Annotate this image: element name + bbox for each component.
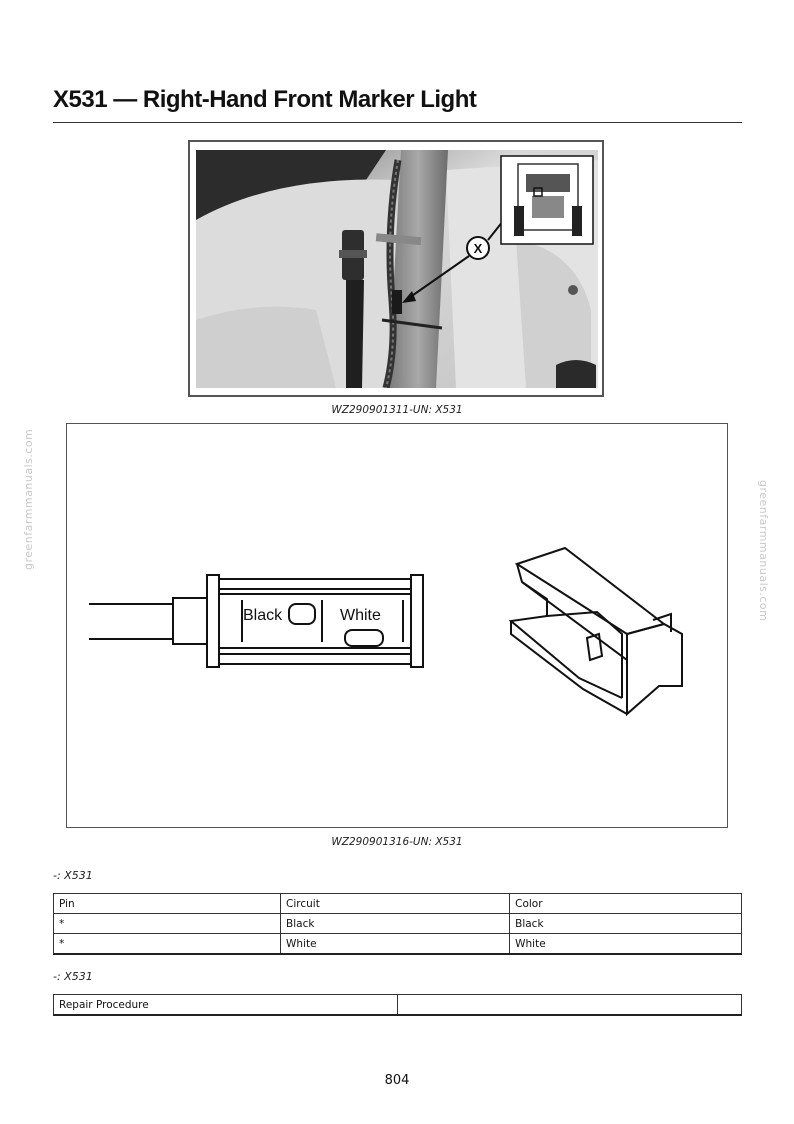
pin-label-black: Black xyxy=(243,607,283,624)
connector-illustration xyxy=(67,424,726,826)
cell-repair-procedure: Repair Procedure xyxy=(54,995,398,1016)
watermark-right: greenfarmmanuals.com xyxy=(757,480,770,622)
callout-x-label: X xyxy=(473,241,483,256)
cell-circuit: Black xyxy=(281,914,510,934)
table-header-row xyxy=(54,894,742,914)
pin-table-label: -: X531 xyxy=(53,869,93,882)
cell-pin: * xyxy=(54,914,281,934)
table-row xyxy=(54,934,742,955)
header-circuit: Circuit xyxy=(281,894,510,914)
connector-diagram xyxy=(66,423,728,828)
page-title: X531 — Right-Hand Front Marker Light xyxy=(53,86,477,113)
photo-illustration xyxy=(196,150,598,388)
cell-pin: * xyxy=(54,934,281,955)
figure-caption-diagram: WZ290901316-UN: X531 xyxy=(331,836,463,848)
page-number: 804 xyxy=(384,1073,410,1088)
title-divider xyxy=(53,122,742,123)
connector-location-photo xyxy=(188,140,604,397)
pin-table xyxy=(53,893,742,955)
table-row xyxy=(54,914,742,934)
cell-circuit: White xyxy=(281,934,510,955)
header-color: Color xyxy=(510,894,742,914)
cell-color: Black xyxy=(510,914,742,934)
header-pin: Pin xyxy=(54,894,281,914)
repair-table-label: -: X531 xyxy=(53,970,93,983)
pin-label-white: White xyxy=(340,607,381,624)
figure-caption-photo: WZ290901311-UN: X531 xyxy=(331,404,463,416)
table-row xyxy=(54,995,742,1016)
cell-repair-empty xyxy=(398,995,742,1016)
watermark-left: greenfarmmanuals.com xyxy=(22,428,35,570)
cell-color: White xyxy=(510,934,742,955)
repair-table xyxy=(53,994,742,1016)
